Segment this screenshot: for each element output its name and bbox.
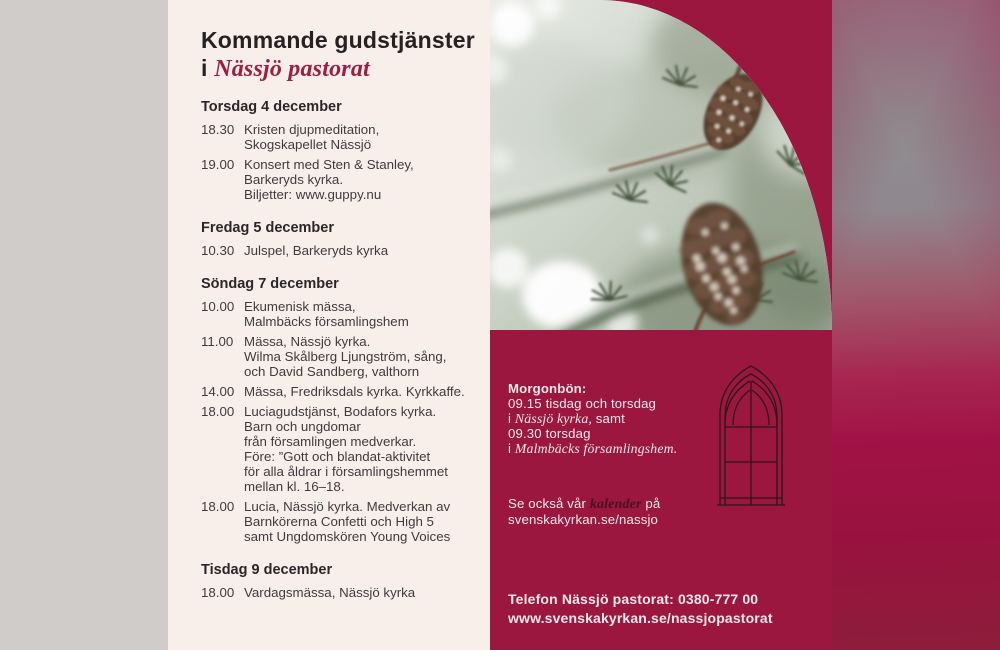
event-line: Lucia, Nässjö kyrka. Medverkan av: [244, 499, 451, 514]
schedule-day: [201, 276, 477, 544]
event-time: 10.00: [201, 299, 235, 314]
event-row: [201, 585, 477, 600]
kalender-highlight: kalender: [589, 497, 642, 512]
event-row: [201, 243, 477, 258]
event-line: mellan kl. 16–18.: [244, 479, 345, 494]
service-schedule: [201, 99, 477, 600]
event-time: 18.00: [201, 499, 235, 514]
blurred-backdrop-left: [0, 0, 168, 650]
morning-prayer-line4: i Malmbäcks församlingshem.: [508, 441, 678, 456]
event-description: [244, 384, 477, 399]
event-line: Barnkörerna Confetti och High 5: [244, 514, 434, 529]
event-time: 19.00: [201, 157, 235, 172]
event-row: [201, 384, 477, 399]
calendar-note: [508, 496, 778, 527]
day-events: [201, 299, 477, 544]
church-poster: [168, 0, 832, 650]
event-description: [244, 334, 477, 379]
event-time: 14.00: [201, 384, 235, 399]
event-line: Barn och ungdomar: [244, 419, 361, 434]
event-time: 18.00: [201, 404, 235, 419]
event-row: [201, 299, 477, 329]
day-events: [201, 122, 477, 202]
event-time: 18.30: [201, 122, 235, 137]
event-line: Malmbäcks församlingshem: [244, 314, 409, 329]
event-time: 10.30: [201, 243, 235, 258]
title-line1: Kommande gudstjänster: [201, 27, 475, 53]
day-header: Söndag 7 december: [201, 276, 339, 292]
day-header: Fredag 5 december: [201, 220, 334, 236]
event-description: [244, 404, 477, 494]
title-line2: i Nässjö pastorat: [201, 55, 370, 82]
event-line: Konsert med Sten & Stanley,: [244, 157, 414, 172]
event-row: [201, 499, 477, 544]
morning-prayer-line2: i Nässjö kyrka, samt: [508, 411, 625, 426]
event-line: Mässa, Fredriksdals kyrka. Kyrkkaffe.: [244, 384, 465, 399]
day-events: [201, 243, 477, 258]
contact-info: [508, 590, 808, 628]
morning-prayer-info: [508, 381, 778, 456]
place-nassjo-kyrka: Nässjö kyrka,: [514, 411, 592, 426]
event-line: Kristen djupmeditation,: [244, 122, 380, 137]
blurred-backdrop-right: [832, 0, 1000, 650]
event-row: [201, 157, 477, 202]
event-line: Ekumenisk mässa,: [244, 299, 356, 314]
event-description: [244, 157, 477, 202]
contact-phone: Telefon Nässjö pastorat: 0380-777 00: [508, 591, 759, 607]
event-line: Wilma Skålberg Ljungström, sång,: [244, 349, 447, 364]
day-header: Torsdag 4 december: [201, 99, 342, 115]
event-description: [244, 585, 477, 600]
contact-website: www.svenskakyrkan.se/nassjopastorat: [508, 610, 773, 626]
event-time: 11.00: [201, 334, 234, 349]
day-events: [201, 585, 477, 600]
schedule-day: [201, 99, 477, 202]
schedule-day: [201, 220, 477, 258]
event-line: Biljetter: www.guppy.nu: [244, 187, 382, 202]
event-description: [244, 499, 477, 544]
calendar-url: svenskakyrkan.se/nassjo: [508, 512, 659, 527]
morning-prayer-line3: 09.30 torsdag: [508, 426, 591, 441]
event-line: Mässa, Nässjö kyrka.: [244, 334, 371, 349]
event-description: [244, 243, 477, 258]
schedule-content: [201, 26, 477, 618]
morning-prayer-line1: 09.15 tisdag och torsdag: [508, 396, 657, 411]
event-line: Skogskapellet Nässjö: [244, 137, 372, 152]
event-description: [244, 299, 477, 329]
event-line: och David Sandberg, valthorn: [244, 364, 420, 379]
event-line: Före: ”Gott och blandat-aktivitet: [244, 449, 431, 464]
pastorat-name: Nässjö pastorat: [214, 56, 370, 82]
schedule-day: [201, 562, 477, 600]
event-line: från församlingen medverkar.: [244, 434, 417, 449]
calendar-note-line1: Se också vår kalender på: [508, 496, 661, 512]
event-line: Luciagudstjänst, Bodafors kyrka.: [244, 404, 437, 419]
event-row: [201, 334, 477, 379]
place-malmbacks: Malmbäcks församlingshem.: [514, 441, 678, 456]
event-line: Vardagsmässa, Nässjö kyrka: [244, 585, 416, 600]
event-line: Julspel, Barkeryds kyrka: [244, 243, 389, 258]
day-header: Tisdag 9 december: [201, 562, 333, 578]
event-line: samt Ungdomskören Young Voices: [244, 529, 451, 544]
event-time: 18.00: [201, 585, 235, 600]
event-line: Barkeryds kyrka.: [244, 172, 344, 187]
morning-prayer-heading: Morgonbön:: [508, 381, 587, 396]
event-row: [201, 122, 477, 152]
event-line: för alla åldrar i församlingshemmet: [244, 464, 448, 479]
event-description: [244, 122, 477, 152]
poster-title: [201, 26, 477, 83]
event-row: [201, 404, 477, 494]
